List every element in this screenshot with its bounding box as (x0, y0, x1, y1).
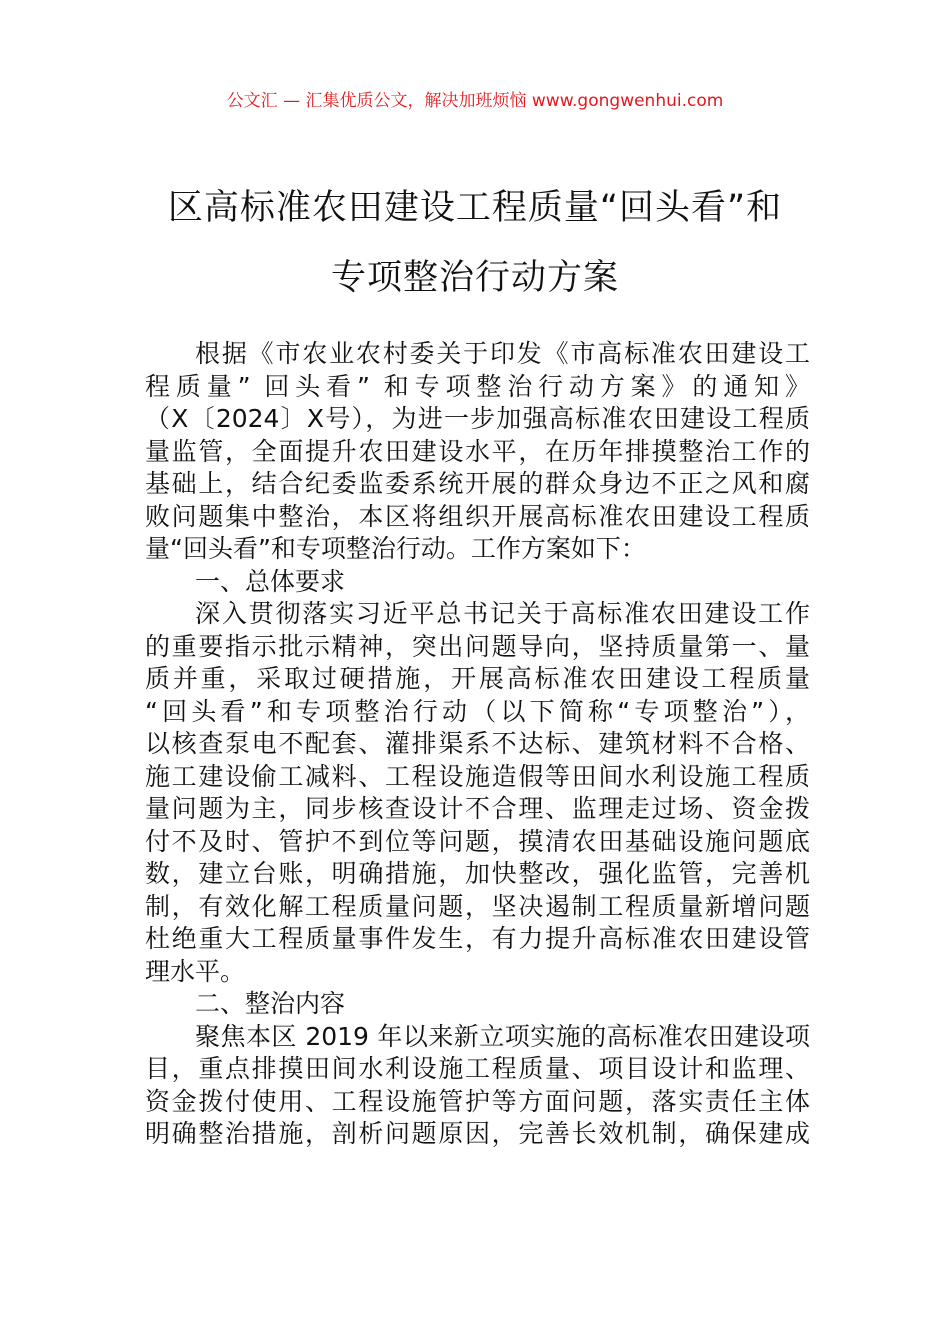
document-title-line-1: 区高标准农田建设工程质量“回头看”和 (167, 188, 783, 228)
body-line: 量问题为主，同步核查设计不合理、监理走过场、资金拨 (145, 794, 810, 823)
body-line: 明确整治措施，剖析问题原因，完善长效机制，确保建成 (145, 1119, 810, 1148)
section-heading: 一、总体要求 (195, 566, 346, 596)
body-line: 程质量” 回头看” 和专项整治行动方案》的通知》 (145, 371, 810, 401)
body-line: 付不及时、管护不到位等问题，摸清农田基础设施问题底 (145, 826, 810, 856)
section-heading: 二、整治内容 (195, 989, 346, 1018)
body-line: 资金拨付使用、工程设施管护等方面问题，落实责任主体 (145, 1086, 810, 1116)
body-line: 聚焦本区 2019 年以来新立项实施的高标准农田建设项 (195, 1021, 810, 1051)
body-line: 制，有效化解工程质量问题，坚决遏制工程质量新增问题 (145, 891, 810, 921)
body-line: 深入贯彻落实习近平总书记关于高标准农田建设工作 (195, 599, 810, 628)
body-line: 杜绝重大工程质量事件发生，有力提升高标准农田建设管 (145, 924, 810, 953)
document-body (145, 338, 810, 1151)
body-line: （X〔2024〕X号），为进一步加强高标准农田建设工程质 (145, 404, 810, 433)
body-line: “回头看”和专项整治行动（以下简称“专项整治”）， (145, 696, 810, 726)
body-line: 的重要指示批示精神，突出问题导向，坚持质量第一、量 (145, 631, 810, 661)
body-line: 根据《市农业农村委关于印发《市高标准农田建设工 (195, 339, 810, 368)
body-line: 基础上，结合纪委监委系统开展的群众身边不正之风和腐 (145, 469, 810, 498)
watermark-banner: 公文汇 — 汇集优质公文，解决加班烦恼 www.gongwenhui.com (226, 91, 724, 111)
body-line: 量监管，全面提升农田建设水平，在历年排摸整治工作的 (145, 436, 810, 466)
body-line: 质并重，采取过硬措施，开展高标准农田建设工程质量 (145, 664, 810, 693)
body-line: 理水平。 (145, 956, 246, 986)
body-line: 败问题集中整治，本区将组织开展高标准农田建设工程质 (145, 501, 810, 531)
body-line: 目，重点排摸田间水利设施工程质量、项目设计和监理、 (145, 1054, 810, 1083)
body-line: 以核查泵电不配套、灌排渠系不达标、建筑材料不合格、 (145, 729, 810, 758)
document-title-line-2: 专项整治行动方案 (330, 258, 619, 298)
body-line: 施工建设偷工减料、工程设施造假等田间水利设施工程质 (145, 761, 810, 791)
body-line: 量“回头看”和专项整治行动。工作方案如下： (145, 534, 646, 563)
body-line: 数，建立台账，明确措施，加快整改，强化监管，完善机 (145, 859, 810, 888)
